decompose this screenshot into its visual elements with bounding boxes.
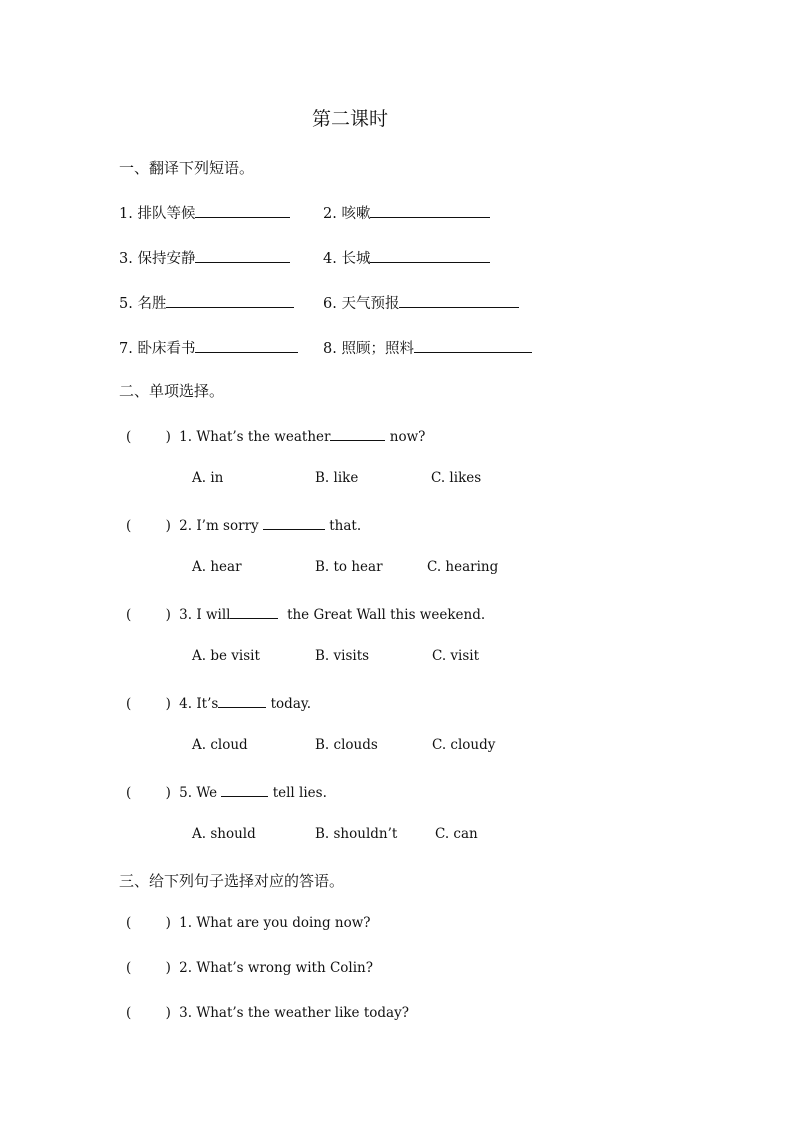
answer-paren[interactable]: ( ) — [126, 785, 171, 801]
option-c[interactable]: C. likes — [431, 470, 482, 486]
item-text: 照顾；照料 — [341, 341, 414, 357]
item-number: 6. — [323, 296, 337, 312]
choice-question-5 — [126, 782, 327, 801]
option-a[interactable]: A. cloud — [192, 737, 248, 753]
section1-heading: 一、翻译下列短语。 — [119, 159, 255, 177]
item-text: 保持安静 — [137, 251, 196, 267]
answer-blank[interactable] — [195, 203, 290, 218]
question-text-end: the Great Wall this weekend. — [278, 607, 486, 623]
option-b[interactable]: B. like — [315, 470, 359, 486]
question-blank — [218, 693, 266, 708]
answer-blank[interactable] — [370, 203, 490, 218]
section3-heading: 三、给下列句子选择对应的答语。 — [119, 872, 345, 890]
option-c[interactable]: C. cloudy — [432, 737, 496, 753]
answer-paren[interactable]: ( ) — [126, 429, 171, 445]
answer-blank[interactable] — [195, 338, 298, 353]
item-number: 3. — [119, 251, 133, 267]
option-c[interactable]: C. can — [435, 826, 478, 842]
answer-paren[interactable]: ( ) — [126, 696, 171, 712]
option-c[interactable]: C. hearing — [427, 559, 499, 575]
phrase-item-4 — [323, 247, 490, 268]
phrase-item-2 — [323, 202, 490, 223]
option-b[interactable]: B. to hear — [315, 559, 383, 575]
question-text: 1. What are you doing now? — [179, 915, 371, 931]
option-b[interactable]: B. shouldn’t — [315, 826, 398, 842]
question-text-end: today. — [266, 696, 311, 712]
question-text: 1. What’s the weather — [179, 429, 331, 445]
choice-question-2 — [126, 515, 361, 534]
question-text: 3. I will — [179, 607, 231, 623]
phrase-item-1 — [119, 202, 290, 223]
item-number: 7. — [119, 341, 133, 357]
item-text: 卧床看书 — [137, 341, 196, 357]
phrase-item-7 — [119, 337, 298, 358]
option-c[interactable]: C. visit — [432, 648, 480, 664]
item-text: 排队等候 — [137, 206, 196, 222]
phrase-item-3 — [119, 247, 290, 268]
match-question-2 — [126, 960, 373, 976]
match-question-3 — [126, 1005, 409, 1021]
item-text: 名胜 — [137, 296, 167, 312]
question-text: 2. I’m sorry — [179, 518, 263, 534]
choice-question-4 — [126, 693, 311, 712]
item-number: 8. — [323, 341, 337, 357]
question-text: 2. What’s wrong with Colin? — [179, 960, 373, 976]
question-blank — [330, 426, 385, 441]
answer-paren[interactable]: ( ) — [126, 518, 171, 534]
item-text: 天气预报 — [341, 296, 400, 312]
question-text: 5. We — [179, 785, 222, 801]
question-text-end: now? — [385, 429, 426, 445]
section2-heading: 二、单项选择。 — [119, 382, 225, 400]
answer-blank[interactable] — [195, 248, 290, 263]
option-a[interactable]: A. hear — [192, 559, 242, 575]
item-number: 4. — [323, 251, 337, 267]
answer-paren[interactable]: ( ) — [126, 1005, 171, 1021]
option-a[interactable]: A. in — [192, 470, 224, 486]
question-blank — [230, 604, 278, 619]
option-a[interactable]: A. be visit — [192, 648, 260, 664]
item-text: 咳嗽 — [341, 206, 371, 222]
item-number: 1. — [119, 206, 133, 222]
answer-paren[interactable]: ( ) — [126, 607, 171, 623]
answer-blank[interactable] — [166, 293, 294, 308]
choice-question-3 — [126, 604, 485, 623]
question-text: 4. It’s — [179, 696, 219, 712]
phrase-item-5 — [119, 292, 294, 313]
item-number: 2. — [323, 206, 337, 222]
choice-question-1 — [126, 426, 425, 445]
phrase-item-6 — [323, 292, 519, 313]
phrase-item-8 — [323, 337, 532, 358]
question-text-end: tell lies. — [268, 785, 327, 801]
question-text: 3. What’s the weather like today? — [179, 1005, 409, 1021]
item-number: 5. — [119, 296, 133, 312]
match-question-1 — [126, 915, 371, 931]
question-text-end: that. — [324, 518, 362, 534]
answer-blank[interactable] — [414, 338, 532, 353]
option-a[interactable]: A. should — [192, 826, 256, 842]
question-blank — [263, 515, 325, 530]
item-text: 长城 — [341, 251, 371, 267]
answer-paren[interactable]: ( ) — [126, 960, 171, 976]
answer-blank[interactable] — [399, 293, 519, 308]
option-b[interactable]: B. clouds — [315, 737, 378, 753]
answer-blank[interactable] — [370, 248, 490, 263]
answer-paren[interactable]: ( ) — [126, 915, 171, 931]
question-blank — [221, 782, 268, 797]
option-b[interactable]: B. visits — [315, 648, 370, 664]
page-title: 第二课时 — [311, 108, 388, 130]
